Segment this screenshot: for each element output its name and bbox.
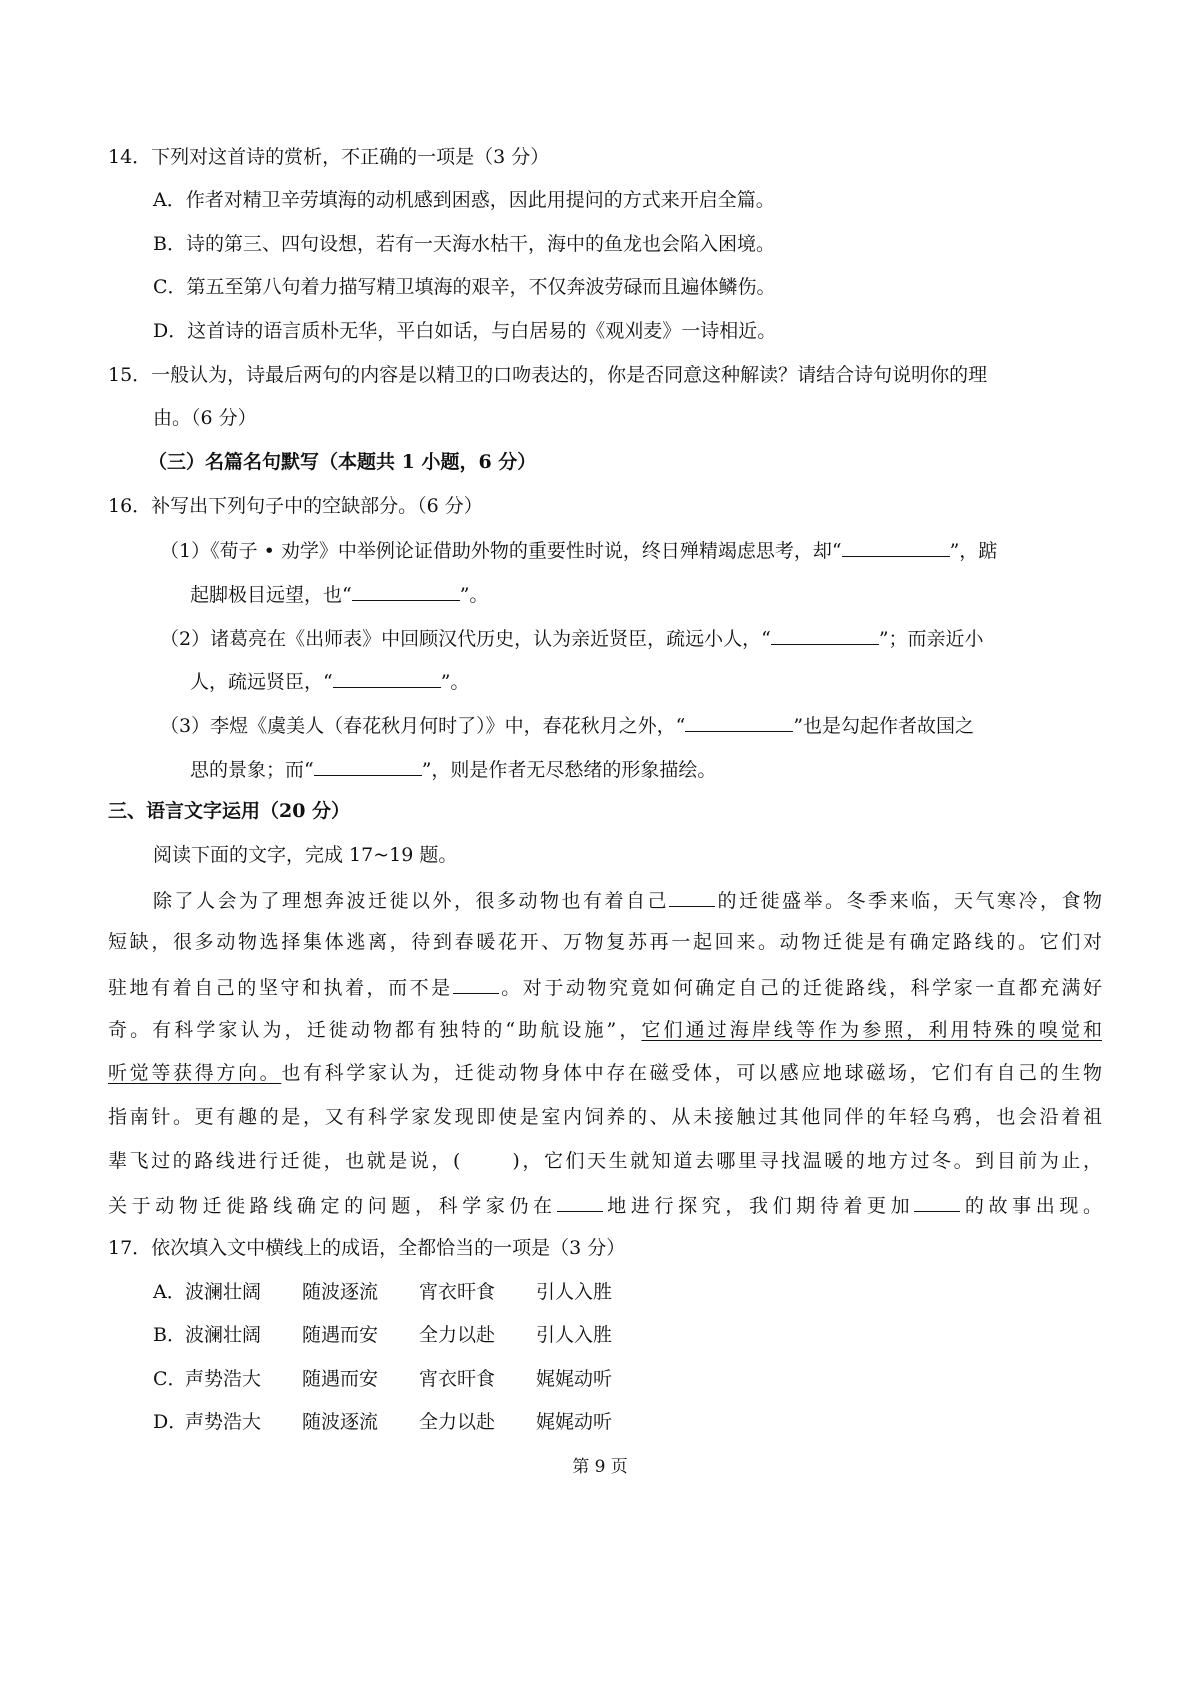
- passage-line-6: 指南针。更有趣的是，又有科学家发现即使是室内饲养的、从未接触过其他同伴的年轻乌鸦，也会沿着祖: [108, 1106, 1102, 1128]
- passage-line-3: 驻地有着自己的坚守和执着，而不是 。对于动物究竟如何确定自己的迁徙路线，科学家一直都充满好: [108, 977, 1102, 999]
- q14-option-b: B．诗的第三、四句设想，若有一天海水枯干，海中的鱼龙也会陷入困境。: [153, 233, 775, 255]
- q16-item-3-line-1: （3）李煜《虞美人（春花秋月何时了）》中，春花秋月之外，“ ”也是勾起作者故国之: [160, 715, 975, 737]
- q16-item-1-line-1: （1）《荀子 • 劝学》中举例论证借助外物的重要性时说，终日殚精竭虑思考，却“ ”，踮: [160, 540, 998, 562]
- fill-blank[interactable]: [314, 759, 422, 776]
- fill-blank[interactable]: [685, 715, 793, 732]
- q16-item-1-line-2: 起脚极目远望，也“ ”。: [190, 584, 489, 606]
- passage-line-2: 短缺，很多动物选择集体逃离，待到春暖花开、万物复苏再一起回来。动物迁徙是有确定路线的。它们对: [108, 931, 1102, 953]
- passage-line-7: 辈飞过的路线进行迁徙，也就是说，( )，它们天生就知道去哪里寻找温暖的地方过冬。到目前为止，: [108, 1150, 1102, 1172]
- section-heading-quotations: （三）名篇名句默写（本题共 1 小题，6 分）: [148, 451, 537, 473]
- q16-item-2-line-1: （2）诸葛亮在《出师表》中回顾汉代历史，认为亲近贤臣，疏远小人，“ ”；而亲近小: [160, 628, 984, 650]
- passage-line-8: 关于动物迁徙路线确定的问题，科学家仍在 地进行探究，我们期待着更加 的故事出现。: [108, 1195, 1102, 1217]
- underlined-sentence: 听觉等获得方向。: [108, 1062, 282, 1084]
- q16-item-3-line-2: 思的景象；而“ ”，则是作者无尽愁绪的形象描绘。: [190, 759, 717, 781]
- fill-blank[interactable]: [771, 628, 879, 645]
- fill-blank[interactable]: [453, 977, 499, 994]
- q16-stem: 16．补写出下列句子中的空缺部分。（6 分）: [108, 495, 483, 517]
- part-heading-language-use: 三、语言文字运用（20 分）: [108, 800, 351, 822]
- page-number: 第 9 页: [572, 1457, 628, 1477]
- q14-option-a: A．作者对精卫辛劳填海的动机感到困惑，因此用提问的方式来开启全篇。: [153, 189, 775, 211]
- q17-option-b: B．波澜壮阔 随遇而安 全力以赴 引人入胜: [153, 1324, 613, 1346]
- fill-blank[interactable]: [333, 671, 441, 688]
- q17-stem: 17．依次填入文中横线上的成语，全都恰当的一项是（3 分）: [108, 1237, 626, 1259]
- fill-blank[interactable]: [352, 584, 460, 601]
- passage-line-4: 奇。有科学家认为，迁徙动物都有独特的“助航设施”，它们通过海岸线等作为参照，利用特殊的嗅觉和: [108, 1019, 1102, 1041]
- underlined-sentence: 它们通过海岸线等作为参照，利用特殊的嗅觉和: [641, 1019, 1102, 1041]
- q17-option-a: A．波澜壮阔 随波逐流 宵衣旰食 引人入胜: [153, 1281, 613, 1303]
- q14-option-c: C．第五至第八句着力描写精卫填海的艰辛，不仅奔波劳碌而且遍体鳞伤。: [153, 276, 776, 298]
- q16-item-2-line-2: 人，疏远贤臣，“ ”。: [190, 671, 470, 693]
- q15-line-2: 由。（6 分）: [153, 407, 257, 429]
- fill-blank[interactable]: [842, 540, 950, 557]
- fill-blank[interactable]: [914, 1195, 960, 1212]
- reading-instruction: 阅读下面的文字，完成 17~19 题。: [153, 844, 458, 866]
- q17-option-d: D．声势浩大 随波逐流 全力以赴 娓娓动听: [153, 1411, 613, 1433]
- passage-line-1: 除了人会为了理想奔波迁徙以外，很多动物也有着自己 的迁徙盛举。冬季来临，天气寒冷，食物: [153, 890, 1102, 912]
- q17-option-c: C．声势浩大 随遇而安 宵衣旰食 娓娓动听: [153, 1368, 613, 1390]
- fill-blank[interactable]: [669, 890, 715, 907]
- passage-line-5: 听觉等获得方向。也有科学家认为，迁徙动物身体中存在磁受体，可以感应地球磁场，它们有自己的生物: [108, 1062, 1102, 1084]
- q14-stem: 14．下列对这首诗的赏析，不正确的一项是（3 分）: [108, 146, 550, 168]
- q15-line-1: 15．一般认为，诗最后两句的内容是以精卫的口吻表达的，你是否同意这种解读？请结合诗句说明你的理: [108, 364, 988, 386]
- q14-option-d: D．这首诗的语言质朴无华，平白如话，与白居易的《观刈麦》一诗相近。: [153, 320, 777, 342]
- fill-blank[interactable]: [557, 1195, 603, 1212]
